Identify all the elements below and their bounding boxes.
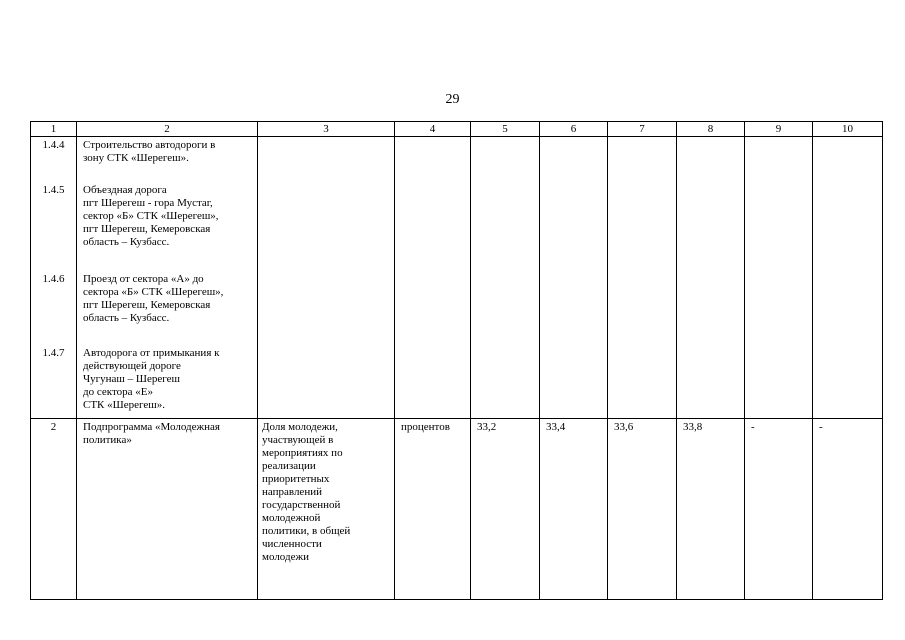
table-row-group-1-4 (31, 137, 883, 419)
item-number: 1.4.7 (42, 347, 65, 359)
value-cell (471, 419, 540, 600)
item-name-cell (77, 137, 258, 419)
col-header-8: 8 (677, 122, 745, 137)
value-cell (745, 137, 813, 419)
unit-cell (395, 137, 471, 419)
col-header-4: 4 (395, 122, 471, 137)
col-header-6: 6 (540, 122, 608, 137)
item-number: 2 (50, 421, 57, 433)
value-2021: 33,2 (477, 421, 497, 433)
value-cell (813, 419, 883, 600)
item-number: 1.4.6 (42, 273, 65, 285)
value-cell (677, 419, 745, 600)
value-2026: - (819, 421, 823, 433)
col-header-5: 5 (471, 122, 540, 137)
value-cell (677, 137, 745, 419)
page-number: 29 (445, 92, 460, 107)
value-cell (608, 137, 677, 419)
column-number-row (31, 122, 883, 137)
value-cell (813, 137, 883, 419)
value-cell (540, 419, 608, 600)
item-number: 1.4.5 (42, 184, 65, 196)
unit-cell (395, 419, 471, 600)
item-name: Подпрограмма «Молодежная политика» (83, 421, 220, 446)
value-cell (745, 419, 813, 600)
item-name-cell (77, 419, 258, 600)
item-name: Проезд от сектора «А» до сектора «Б» СТК «Шерегеш», пгт Шерегеш, Кемеровская область – Кузбасс. (83, 273, 224, 324)
col-header-1: 1 (31, 122, 77, 137)
item-number: 1.4.4 (42, 139, 65, 151)
unit-label: процентов (401, 421, 450, 433)
value-2022: 33,4 (546, 421, 566, 433)
col-header-3: 3 (258, 122, 395, 137)
value-2025: - (751, 421, 755, 433)
value-2024: 33,8 (683, 421, 703, 433)
col-header-2: 2 (77, 122, 258, 137)
col-header-9: 9 (745, 122, 813, 137)
indicator-cell (258, 419, 395, 600)
item-name: Объездная дорога пгт Шерегеш - гора Мустаг, сектор «Б» СТК «Шерегеш», пгт Шерегеш, Кемеровская область – Кузбасс. (83, 184, 219, 248)
item-name: Строительство автодороги в зону СТК «Шерегеш». (83, 139, 216, 164)
value-cell (608, 419, 677, 600)
value-cell (471, 137, 540, 419)
table-row-subprogram (31, 419, 883, 600)
indicators-table (30, 121, 883, 600)
item-number-cell (31, 137, 77, 419)
indicator-name: Доля молодежи, участвующей в мероприятиях по реализации приоритетных направлений государственной молодежной политики, в общей численности молодежи (262, 421, 351, 563)
item-name: Автодорога от примыкания к действующей дороге Чугунаш – Шерегеш до сектора «Е» СТК «Шерегеш». (83, 347, 220, 411)
value-2023: 33,6 (614, 421, 634, 433)
col-header-7: 7 (608, 122, 677, 137)
value-cell (540, 137, 608, 419)
item-number-cell (31, 419, 77, 600)
col-header-10: 10 (813, 122, 883, 137)
indicator-cell (258, 137, 395, 419)
